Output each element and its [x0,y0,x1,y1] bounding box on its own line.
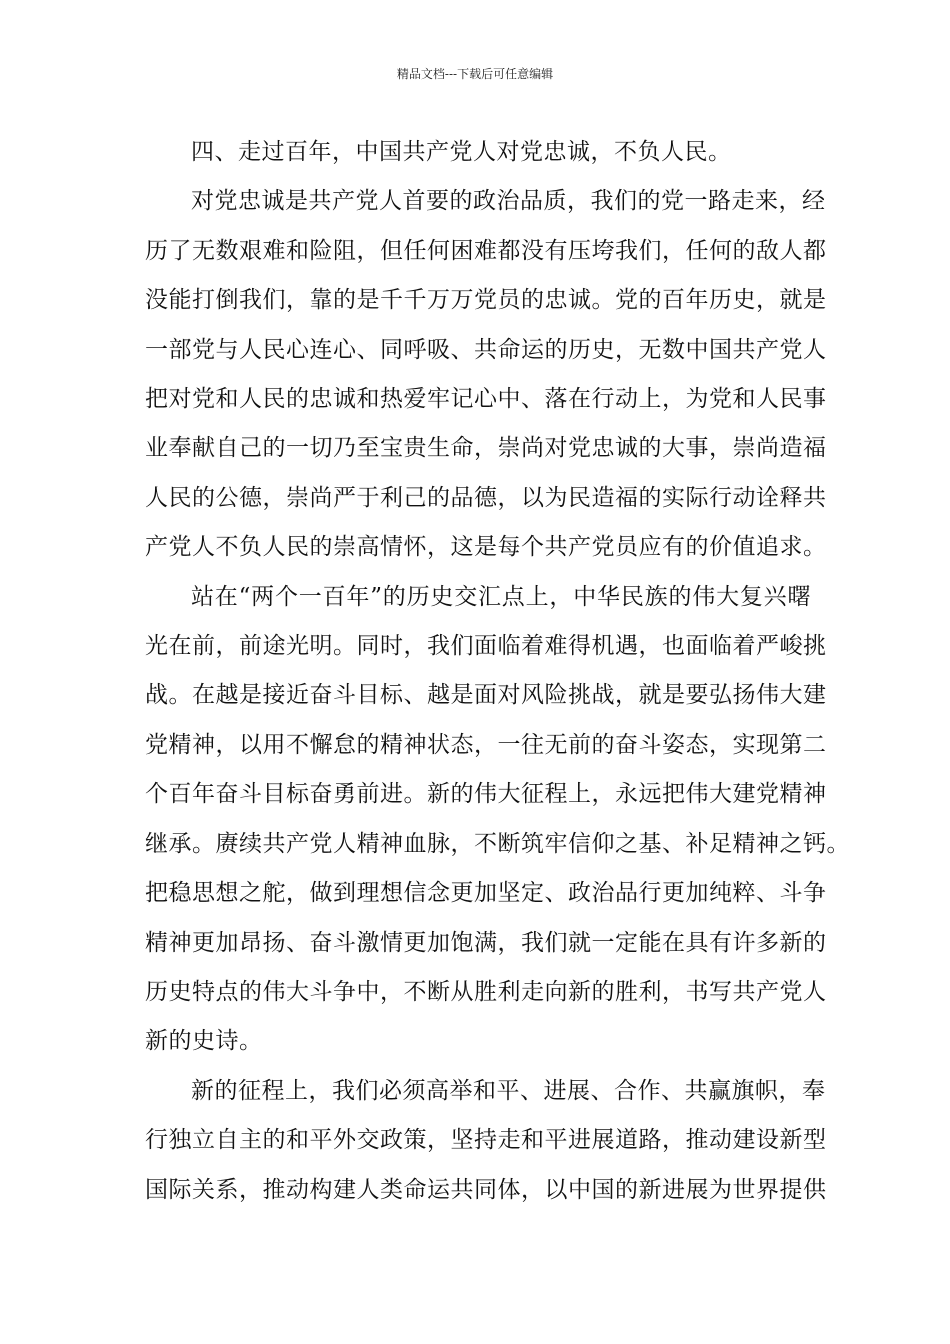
paragraph-line: 国际关系，推动构建人类命运共同体，以中国的新进展为世界提供 [145,1176,827,1203]
paragraph [145,177,827,572]
paragraph-line: 没能打倒我们，靠的是千千万万党员的忠诚。党的百年历史，就是 [145,287,827,314]
paragraph-line: 把稳思想之舵，做到理想信念更加坚定、政治品行更加纯粹、斗争 [145,880,827,907]
paragraph [145,573,850,1067]
paragraph-line: 历史特点的伟大斗争中，不断从胜利走向新的胜利，书写共产党人 [145,978,827,1005]
page-header: 精品文档---下载后可任意编辑 [396,67,554,81]
paragraph-line: 光在前，前途光明。同时，我们面临着难得机遇，也面临着严峻挑 [145,633,827,660]
paragraph-line: 产党人不负人民的崇高情怀，这是每个共产党员应有的价值追求。 [145,534,827,561]
paragraph-line: 一部党与人民心连心、同呼吸、共命运的历史，无数中国共产党人 [145,336,827,363]
paragraph-line: 四、走过百年，中国共产党人对党忠诚，不负人民。 [191,139,732,165]
paragraph-line: 继承。赓续共产党人精神血脉，不断筑牢信仰之基、补足精神之钙。 [145,830,850,857]
paragraph-line: 新的史诗。 [145,1028,263,1055]
document-body [145,128,850,1215]
paragraph-line: 对党忠诚是共产党人首要的政治品质，我们的党一路走来，经 [191,188,826,215]
paragraph-line: 站在“两个一百年”的历史交汇点上，中华民族的伟大复兴曙 [191,583,811,610]
paragraph-line: 人民的公德，崇尚严于利己的品德，以为民造福的实际行动诠释共 [145,484,827,511]
paragraph-line: 党精神，以用不懈怠的精神状态，一往无前的奋斗姿态，实现第二 [145,731,827,758]
paragraph-line: 个百年奋斗目标奋勇前进。新的伟大征程上，永远把伟大建党精神 [145,781,827,808]
paragraph-line: 精神更加昂扬、奋斗激情更加饱满，我们就一定能在具有许多新的 [145,929,827,956]
paragraph-line: 战。在越是接近奋斗目标、越是面对风险挑战，就是要弘扬伟大建 [145,682,827,709]
paragraph-line: 行独立自主的和平外交政策，坚持走和平进展道路，推动建设新型 [145,1127,827,1154]
paragraph [145,1067,827,1215]
paragraph-line: 业奉献自己的一切乃至宝贵生命，崇尚对党忠诚的大事，崇尚造福 [145,435,827,462]
paragraph-line: 历了无数艰难和险阻，但任何困难都没有压垮我们，任何的敌人都 [145,237,827,264]
section-heading [145,128,811,177]
paragraph-line: 新的征程上，我们必须高举和平、进展、合作、共赢旗帜，奉 [191,1077,826,1104]
paragraph-line: 把对党和人民的忠诚和热爱牢记心中、落在行动上，为党和人民事 [145,386,827,413]
